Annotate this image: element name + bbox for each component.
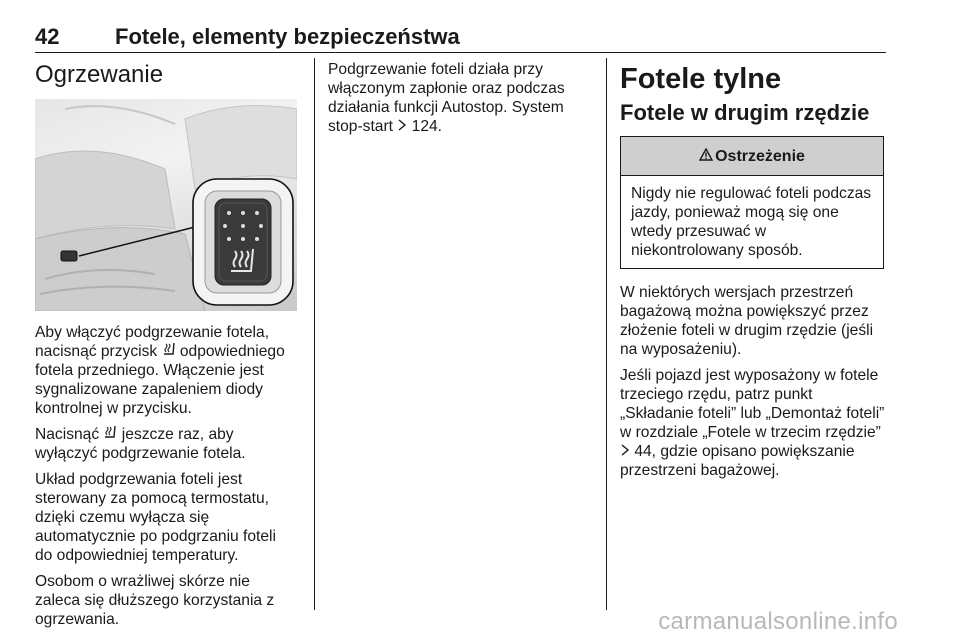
column-2 bbox=[328, 60, 593, 143]
column-1 bbox=[35, 60, 297, 636]
paragraph-heating-off: Nacisnąć jeszcze raz, aby wyłączyć podgrzewanie fotela. bbox=[35, 426, 246, 462]
seat-heating-illustration bbox=[35, 99, 297, 311]
paragraph-thermostat: Układ podgrzewania foteli jest sterowany za pomocą termostatu, dzięki czemu wyłącza się automatycznie po podgrzaniu foteli do odpowiedniej temperatury. bbox=[35, 471, 276, 564]
watermark: carmanualsonline.info bbox=[658, 608, 898, 635]
page-header bbox=[35, 22, 886, 53]
section-heading-heating: Ogrzewanie bbox=[35, 61, 164, 88]
seat-heat-icon bbox=[162, 342, 176, 361]
section-heading-rear-seats: Fotele tylne bbox=[620, 63, 782, 95]
warning-header bbox=[621, 137, 883, 176]
paragraph-autostop: Podgrzewanie foteli działa przy włączonym zapłonie oraz podczas działania funkcji Autostop. System stop-start 124. bbox=[328, 61, 565, 135]
page-reference-arrow-icon bbox=[397, 117, 407, 136]
paragraph-cargo-space: W niektórych wersjach przestrzeń bagażową można powiększyć przez złożenie foteli w drugim rzędzie (jeśli na wyposażeniu). bbox=[620, 284, 874, 358]
warning-triangle-icon bbox=[699, 147, 713, 166]
paragraph-sensitive-skin: Osobom o wrażliwej skórze nie zaleca się dłuższego korzystania z ogrzewania. bbox=[35, 573, 275, 628]
running-title: Fotele, elementy bezpieczeństwa bbox=[115, 24, 460, 49]
paragraph-heating-on: Aby włączyć podgrzewanie fotela, nacisnąć przycisk odpowiedniego fotela przedniego. Włączenie jest sygnalizowane zapaleniem diody kontrolnej w przycisku. bbox=[35, 324, 285, 417]
page-reference-arrow-icon bbox=[620, 442, 630, 461]
column-divider-1 bbox=[314, 58, 315, 610]
warning-title: Ostrzeżenie bbox=[715, 147, 805, 165]
seat-heating-figure-svg bbox=[35, 99, 297, 311]
page-number: 42 bbox=[35, 24, 60, 49]
column-3 bbox=[620, 60, 888, 487]
warning-text: Nigdy nie regulować foteli podczas jazdy, ponieważ mogą się one wtedy przesuwać w niekontrolowany sposób. bbox=[631, 185, 872, 259]
column-divider-2 bbox=[606, 58, 607, 610]
subheading-second-row: Fotele w drugim rzędzie bbox=[620, 100, 870, 125]
seat-heat-icon bbox=[103, 425, 117, 444]
warning-box bbox=[620, 136, 884, 269]
paragraph-third-row: Jeśli pojazd jest wyposażony w fotele trzeciego rzędu, patrz punkt „Składanie foteli” lub „Demontaż foteli” w rozdziale „Fotele w trzecim rzędzie” 44, gdzie opisano powiększanie przestrzeni bagażowej. bbox=[620, 367, 885, 479]
